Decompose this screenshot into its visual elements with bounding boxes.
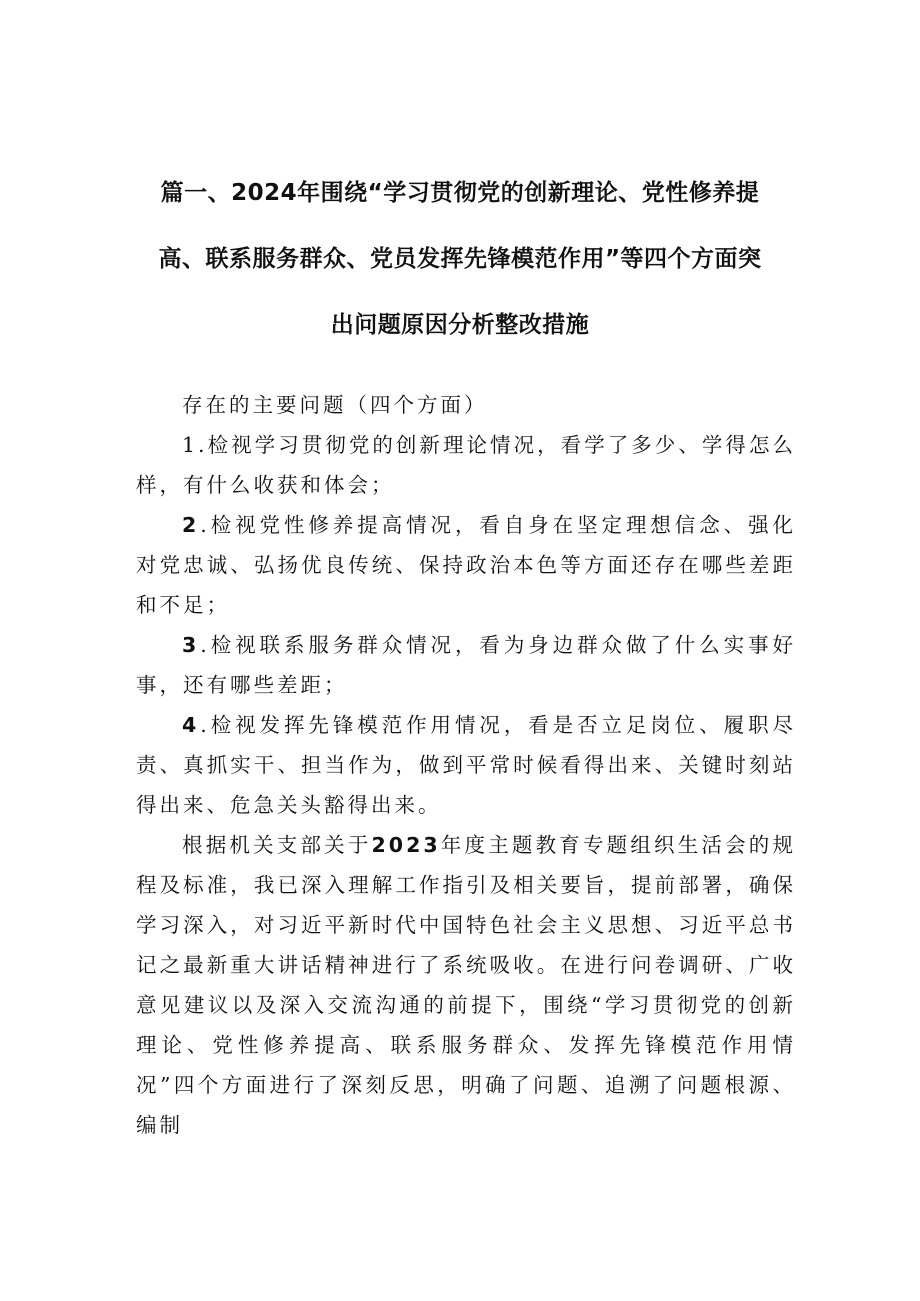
item-number: 2 bbox=[182, 513, 201, 537]
problem-item-3 bbox=[136, 625, 796, 705]
title-line-1: 篇一、2024年围绕“学习贯彻党的创新理论、党性修养提 bbox=[160, 180, 760, 206]
closing-paragraph bbox=[136, 825, 796, 1145]
closing-year: 2023 bbox=[371, 833, 441, 857]
item-number: 4 bbox=[182, 713, 201, 737]
intro-paragraph: 存在的主要问题（四个方面） bbox=[182, 393, 488, 417]
item-number: 1. bbox=[182, 433, 208, 457]
item-text: .检视联系服务群众情况，看为身边群众做了什么实事好事，还有哪些差距； bbox=[136, 633, 796, 697]
closing-text-before: 根据机关支部关于 bbox=[182, 833, 372, 857]
title-line-2: 高、联系服务群众、党员发挥先锋模范作用”等四个方面突 bbox=[158, 246, 762, 272]
item-number: 3 bbox=[182, 633, 201, 657]
problem-item-4 bbox=[136, 705, 796, 825]
closing-text-after: 年度主题教育专题组织生活会的规程及标准，我已深入理解工作指引及相关要旨，提前部署，确保学习深入，对习近平新时代中国特色社会主义思想、习近平总书记之最新重大讲话精神进行了系统吸收。在进行问卷调研、广收意见建议以及深入交流沟通的前提下，围绕“学习贯彻党的创新理论、党性修养提高、联系服务群众、发挥先锋模范作用情况”四个方面进行了深刻反思，明确了问题、追溯了问题根源、编制 bbox=[136, 833, 797, 1137]
item-text: .检视发挥先锋模范作用情况，看是否立足岗位、履职尽责、真抓实干、担当作为，做到平常时候看得出来、关键时刻站得出来、危急关头豁得出来。 bbox=[136, 713, 796, 817]
document-title bbox=[120, 160, 800, 358]
problem-item-1 bbox=[136, 425, 796, 505]
item-text: .检视党性修养提高情况，看自身在坚定理想信念、强化对党忠诚、弘扬优良传统、保持政治本色等方面还存在哪些差距和不足； bbox=[136, 513, 796, 617]
item-text: 检视学习贯彻党的创新理论情况，看学了多少、学得怎么样，有什么收获和体会； bbox=[136, 433, 796, 497]
problem-item-2 bbox=[136, 505, 796, 625]
document-body bbox=[136, 385, 796, 1145]
title-line-3: 出问题原因分析整改措施 bbox=[330, 312, 590, 338]
